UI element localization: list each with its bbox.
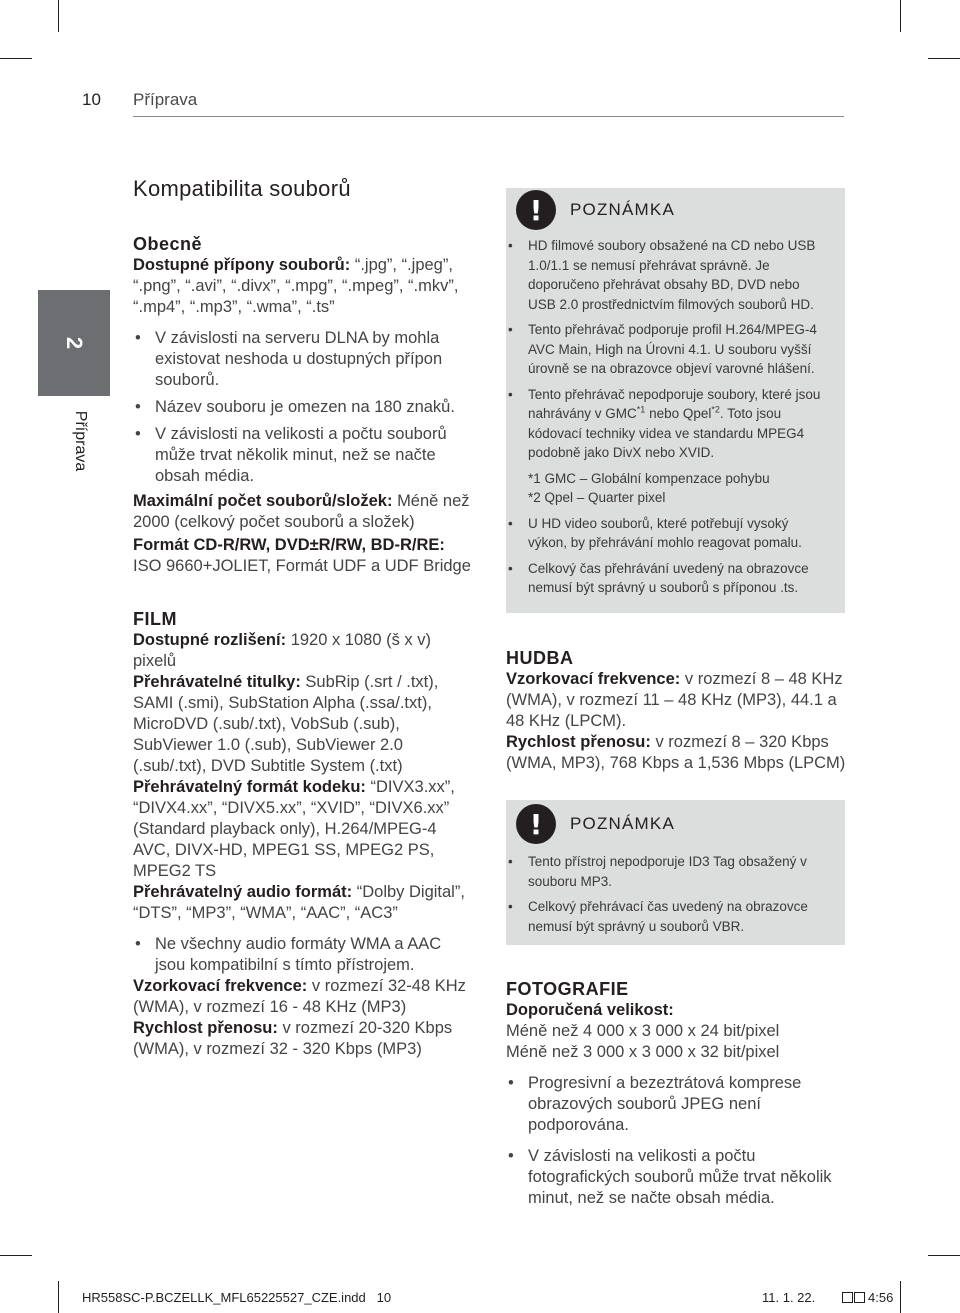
crop-mark bbox=[900, 1281, 901, 1313]
audio-paragraph bbox=[133, 882, 473, 924]
film-sampling-value: v rozmezí 32-48 KHz (WMA), v rozmezí 16 - 48 KHz (MP3) bbox=[133, 977, 466, 1016]
photo-size-label: Doporučená velikost: bbox=[506, 1001, 674, 1019]
crop-mark bbox=[928, 58, 960, 59]
exclamation-icon: ! bbox=[516, 804, 556, 844]
running-header: Příprava bbox=[133, 90, 198, 109]
list-item: • Progresivní a bezeztrátová komprese obrazových souborů JPEG není podporována. bbox=[506, 1073, 846, 1136]
photo-size-line: Méně než 3 000 x 3 000 x 32 bit/pixel bbox=[506, 1043, 780, 1061]
audio-value: “Dolby Digital”, “DTS”, “MP3”, “WMA”, “AAC”, “AC3” bbox=[133, 883, 465, 922]
general-bullets bbox=[133, 328, 473, 487]
film-bitrate-paragraph bbox=[133, 1018, 473, 1060]
music-sampling-value: v rozmezí 8 – 48 KHz (WMA), v rozmezí 11 – 48 KHz (MP3), 44.1 a 48 KHz (LPCM). bbox=[506, 670, 843, 730]
list-item: • Ne všechny audio formáty WMA a AAC jsou kompatibilní s tímto přístrojem. bbox=[133, 934, 473, 976]
extensions-label: Dostupné přípony souborů: bbox=[133, 256, 351, 274]
max-files-paragraph bbox=[133, 491, 473, 533]
subtitles-paragraph bbox=[133, 672, 473, 777]
section-heading-photo: FOTOGRAFIE bbox=[506, 979, 629, 999]
page-title: Kompatibilita souborů bbox=[133, 176, 351, 201]
subtitles-label: Přehrávatelné titulky: bbox=[133, 673, 301, 691]
music-section bbox=[506, 648, 846, 774]
list-item: • Tento přehrávač podporuje profil H.264/MPEG-4 AVC Main, High na Úrovni 4.1. U souboru vyšší úrovně se na obrazovce objeví varovné hlášení. bbox=[506, 320, 831, 379]
chapter-number: 2 bbox=[62, 336, 87, 350]
section-heading-general: Obecně bbox=[133, 234, 203, 254]
footer-time: 4:56 bbox=[842, 1290, 893, 1305]
audio-label: Přehrávatelný audio formát: bbox=[133, 883, 353, 901]
crop-mark bbox=[0, 1255, 32, 1256]
photo-section bbox=[506, 979, 846, 1209]
list-item: • HD filmové soubory obsažené na CD nebo USB 1.0/1.1 se nemusí přehrávat správně. Je doporučeno přehrávat obsahy BD, DVD nebo USB 2.0 prostřednictvím filmových souborů HD. bbox=[506, 236, 831, 314]
resolution-label: Dostupné rozlišení: bbox=[133, 631, 287, 649]
codec-paragraph bbox=[133, 777, 473, 882]
resolution-value: 1920 x 1080 (š x v) pixelů bbox=[133, 631, 432, 670]
note-box bbox=[506, 188, 845, 613]
resolution-paragraph bbox=[133, 630, 473, 672]
music-sampling-label: Vzorkovací frekvence: bbox=[506, 670, 681, 688]
footnote: *1 GMC – Globální kompenzace pohybu bbox=[528, 470, 770, 486]
page-number: 10 bbox=[82, 90, 101, 109]
codec-label: Přehrávatelný formát kodeku: bbox=[133, 778, 366, 796]
music-bitrate-label: Rychlost přenosu: bbox=[506, 733, 651, 751]
crop-mark bbox=[58, 1281, 59, 1313]
photo-size-line: Méně než 4 000 x 3 000 x 24 bit/pixel bbox=[506, 1022, 780, 1040]
film-bitrate-label: Rychlost přenosu: bbox=[133, 1019, 278, 1037]
list-item: • Celkový čas přehrávání uvedený na obrazovce nemusí být správný u souborů s příponou .ts. bbox=[506, 559, 831, 598]
footnote: *2 Qpel – Quarter pixel bbox=[528, 490, 666, 505]
disc-format-value: ISO 9660+JOLIET, Formát UDF a UDF Bridge bbox=[133, 557, 471, 575]
note-box bbox=[506, 800, 845, 945]
crop-mark bbox=[900, 0, 901, 32]
subtitles-value: SubRip (.srt / .txt), SAMI (.smi), SubStation Alpha (.ssa/.txt), MicroDVD (.sub/.txt), VobSub (.sub), SubViewer 1.0 (.sub), SubViewer 2.0 (.sub/.txt), DVD Subtitle System (.txt) bbox=[133, 673, 439, 775]
section-heading-film: FILM bbox=[133, 609, 177, 629]
list-item: • V závislosti na velikosti a počtu souborů může trvat několik minut, než se načte obsah média. bbox=[133, 424, 473, 487]
disc-format-paragraph bbox=[133, 535, 473, 577]
disc-format-label: Formát CD-R/RW, DVD±R/RW, BD-R/RE: bbox=[133, 536, 445, 554]
crop-mark bbox=[58, 0, 59, 32]
box-icon bbox=[842, 1292, 853, 1303]
crop-mark bbox=[928, 1255, 960, 1256]
extensions-paragraph bbox=[133, 255, 473, 318]
note-title: POZNÁMKA bbox=[570, 814, 676, 833]
list-item: • Název souboru je omezen na 180 znaků. bbox=[133, 397, 473, 418]
footer-file: HR558SC-P.BCZELLK_MFL65225527_CZE.indd 10 bbox=[82, 1290, 392, 1305]
section-heading-music: HUDBA bbox=[506, 648, 574, 668]
photo-bullets bbox=[506, 1073, 846, 1209]
list-item: • Tento přehrávač nepodporuje soubory, které jsou nahrávány v GMC$^{*1}$ nebo Qpel$^{*2}$. Toto jsou kódovací techniky videa ve standardu MPEG4 podobně jako DivX nebo XVID. bbox=[506, 385, 831, 463]
music-sampling-paragraph bbox=[506, 669, 846, 732]
codec-value: “DIVX3.xx”, “DIVX4.xx”, “DIVX5.xx”, “XVID”, “DIVX6.xx” (Standard playback only), H.264/MPEG-4 AVC, DIVX-HD, MPEG1 SS, MPEG2 PS, MPEG2 TS bbox=[133, 778, 455, 880]
footer-date: 11. 1. 22. bbox=[762, 1290, 816, 1305]
max-files-value: Méně než 2000 (celkový počet souborů a složek) bbox=[133, 492, 470, 531]
list-item: • U HD video souborů, které potřebují vysoký výkon, by přehrávání mohlo reagovat pomalu. bbox=[506, 514, 831, 553]
note-list bbox=[506, 852, 831, 942]
note-title: POZNÁMKA bbox=[570, 200, 676, 219]
list-item: • V závislosti na velikosti a počtu fotografických souborů může trvat několik minut, než se načte obsah média. bbox=[506, 1146, 846, 1209]
header-rule bbox=[133, 116, 844, 117]
film-bitrate-value: v rozmezí 20-320 Kbps (WMA), v rozmezí 32 - 320 Kbps (MP3) bbox=[133, 1019, 453, 1058]
list-item: • V závislosti na serveru DLNA by mohla existovat neshoda u dostupných přípon souborů. bbox=[133, 328, 473, 391]
music-bitrate-paragraph bbox=[506, 732, 846, 774]
audio-bullets bbox=[133, 934, 473, 976]
list-item: • Tento přístroj nepodporuje ID3 Tag obsažený v souboru MP3. bbox=[506, 852, 831, 891]
left-column bbox=[133, 234, 473, 1060]
chapter-label: Příprava bbox=[72, 410, 89, 472]
music-bitrate-value: v rozmezí 8 – 320 Kbps (WMA, MP3), 768 Kbps a 1,536 Mbps (LPCM) bbox=[506, 733, 846, 772]
max-files-label: Maximální počet souborů/složek: bbox=[133, 492, 393, 510]
box-icon bbox=[854, 1292, 865, 1303]
list-item: • Celkový přehrávací čas uvedený na obrazovce nemusí být správný u souborů VBR. bbox=[506, 897, 831, 936]
extensions-value: “.jpg”, “.jpeg”, “.png”, “.avi”, “.divx”, “.mpg”, “.mpeg”, “.mkv”, “.mp4”, “.mp3”, “.wma”, “.ts” bbox=[133, 256, 459, 316]
film-sampling-label: Vzorkovací frekvence: bbox=[133, 977, 308, 995]
crop-mark bbox=[0, 58, 32, 59]
exclamation-icon: ! bbox=[516, 190, 556, 230]
film-sampling-paragraph bbox=[133, 976, 473, 1018]
note-list bbox=[506, 236, 831, 604]
